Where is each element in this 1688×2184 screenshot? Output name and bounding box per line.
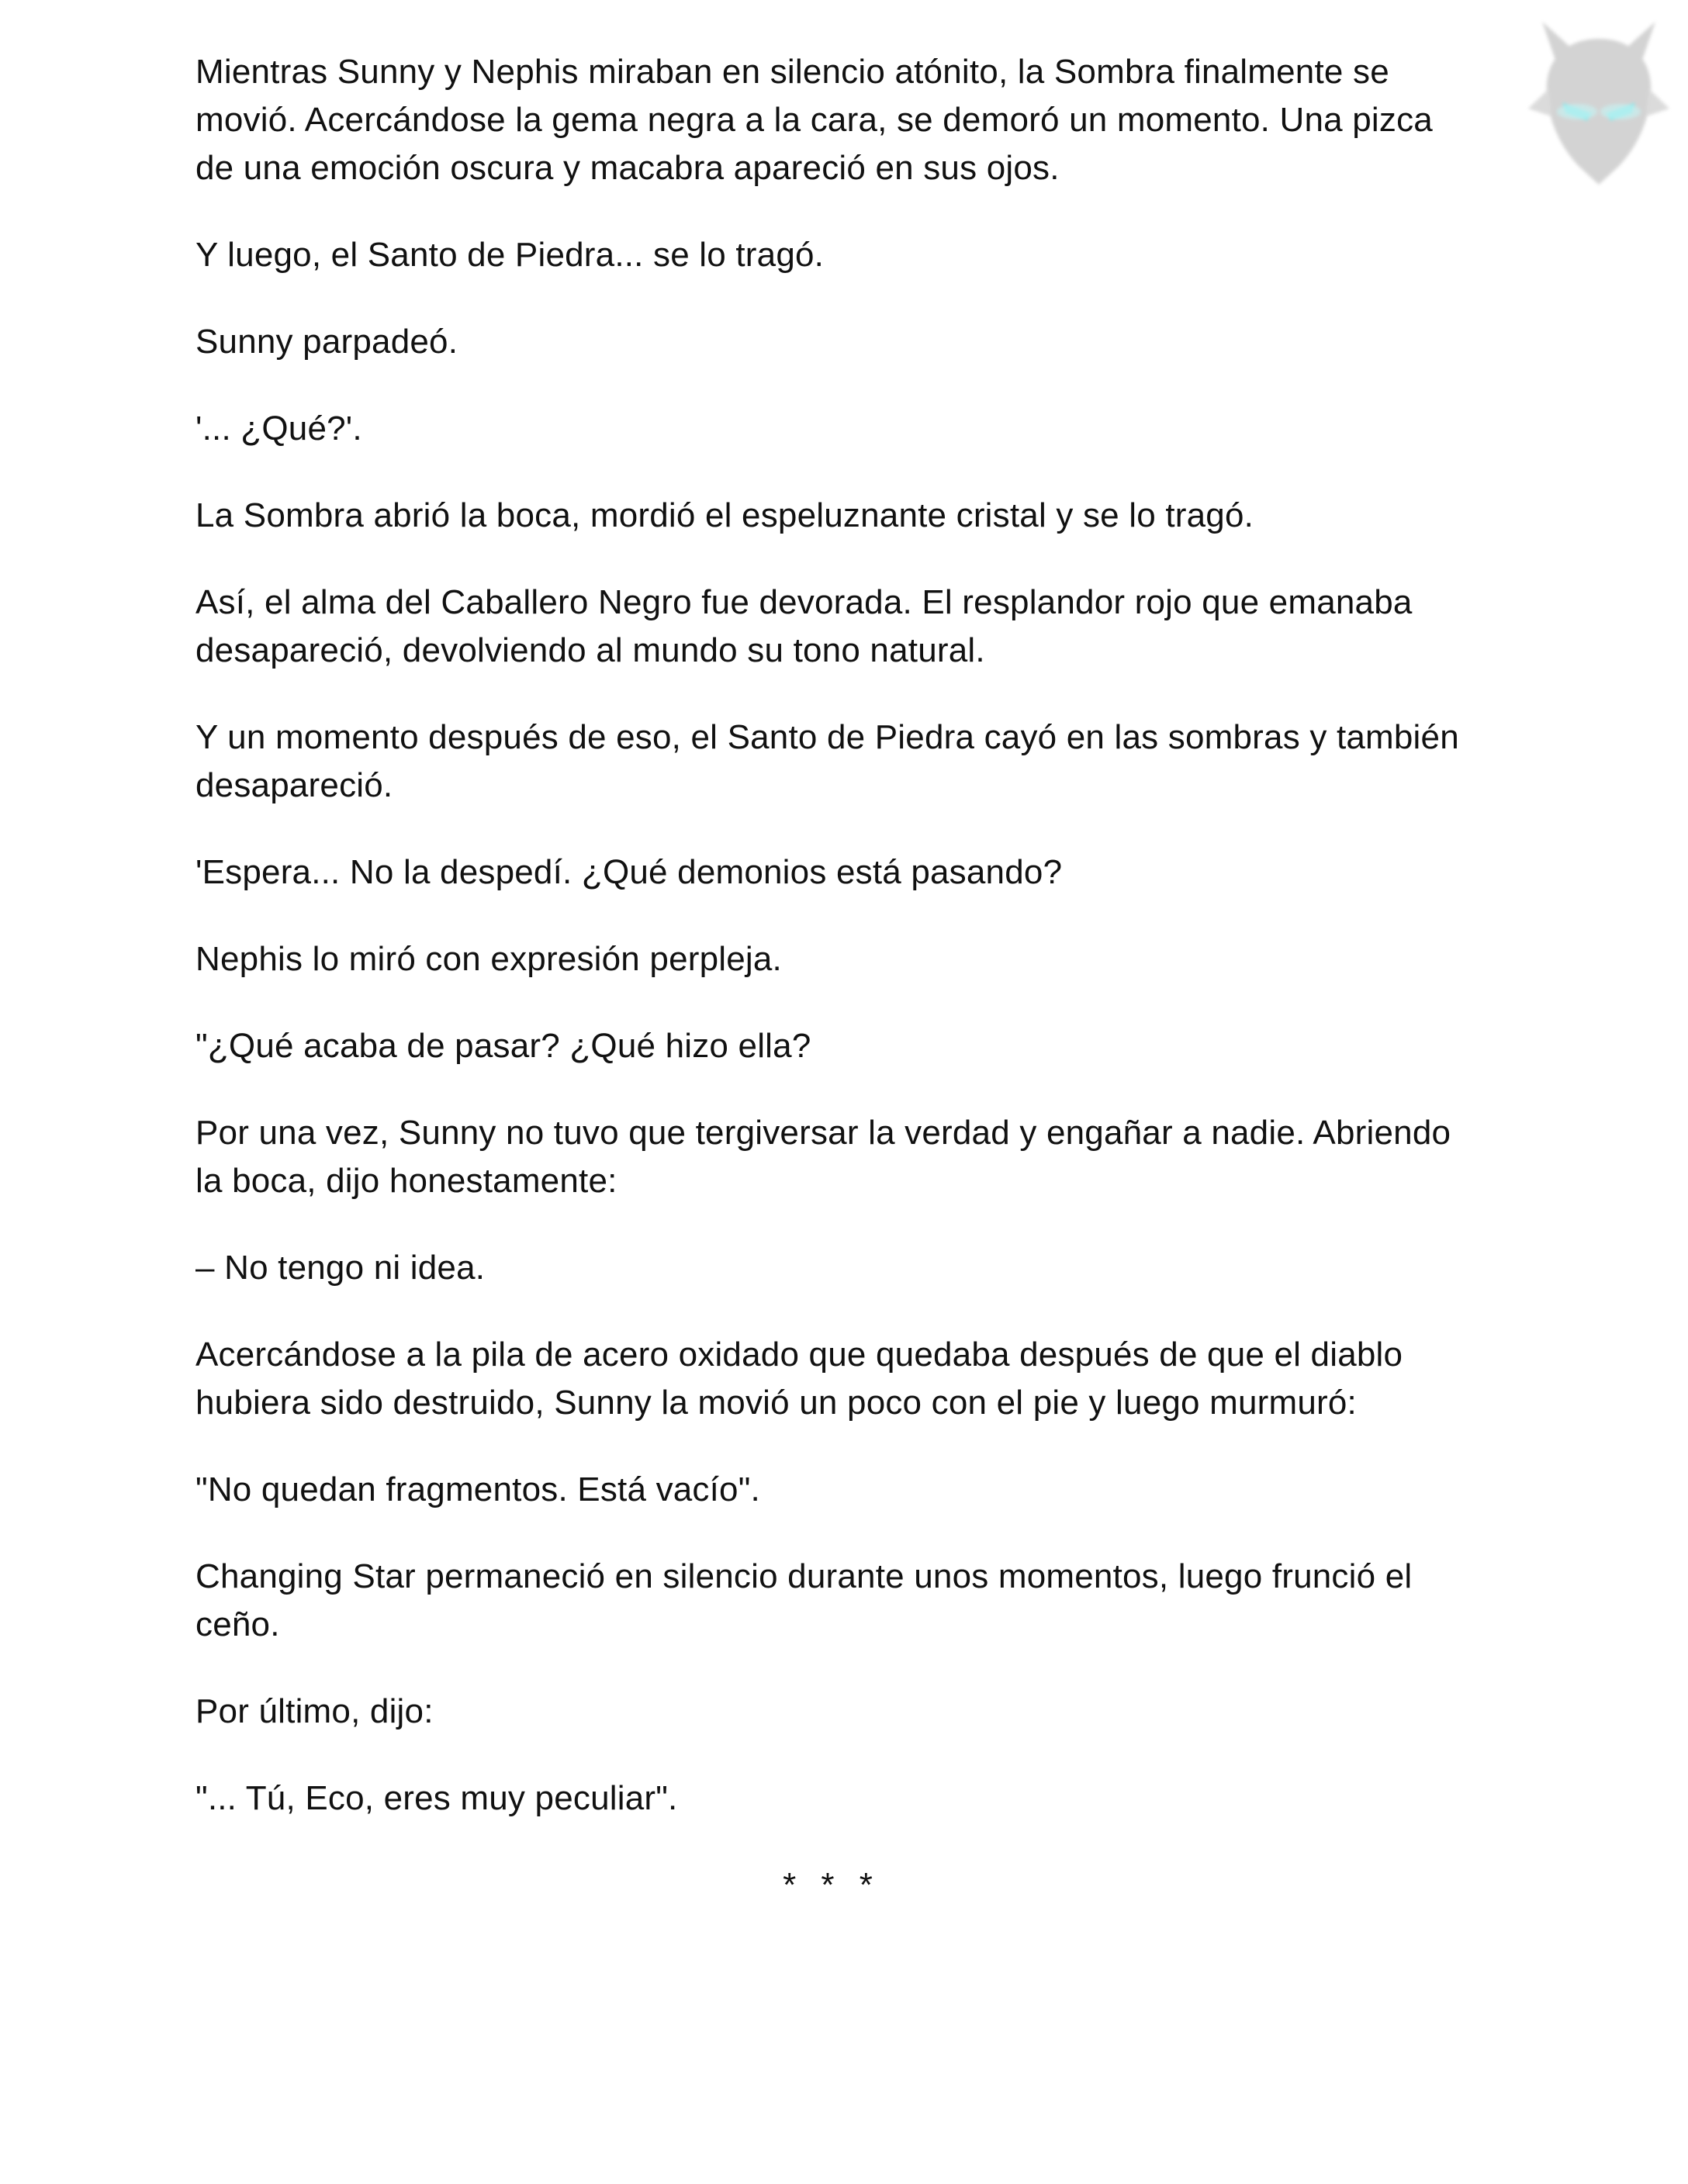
paragraph: Por una vez, Sunny no tuvo que tergiversar la verdad y engañar a nadie. Abriendo la boca, dijo honestamente: [195, 1114, 1451, 1200]
paragraph: Y luego, el Santo de Piedra... se lo tragó. [195, 236, 825, 274]
paragraph: La Sombra abrió la boca, mordió el espeluznante cristal y se lo tragó. [195, 496, 1254, 534]
paragraph: "¿Qué acaba de pasar? ¿Qué hizo ella? [195, 1027, 811, 1065]
paragraph: Changing Star permaneció en silencio durante unos momentos, luego frunció el ceño. [195, 1557, 1413, 1643]
paragraph: Y un momento después de eso, el Santo de Piedra cayó en las sombras y también desapareció. [195, 718, 1459, 804]
chapter-text [195, 48, 1468, 1909]
paragraph: Sunny parpadeó. [195, 323, 458, 361]
paragraph: Nephis lo miró con expresión perpleja. [195, 940, 782, 978]
paragraph: Por último, dijo: [195, 1692, 434, 1730]
paragraph: "... Tú, Eco, eres muy peculiar". [195, 1779, 678, 1817]
demon-head-logo-icon [1525, 16, 1672, 194]
paragraph: '... ¿Qué?'. [195, 410, 362, 448]
paragraph: "No quedan fragmentos. Está vacío". [195, 1470, 760, 1508]
paragraph: – No tengo ni idea. [195, 1249, 486, 1287]
paragraph: 'Espera... No la despedí. ¿Qué demonios está pasando? [195, 853, 1063, 891]
paragraph: Acercándose a la pila de acero oxidado que quedaba después de que el diablo hubiera sido destruido, Sunny la movió un poco con el pie y luego murmuró: [195, 1336, 1403, 1422]
paragraph: Mientras Sunny y Nephis miraban en silencio atónito, la Sombra finalmente se movió. Acercándose la gema negra a la cara, se demoró un momento. Una pizca de una emoción oscura y macabra apareció en sus ojos. [195, 53, 1433, 187]
paragraph: Así, el alma del Caballero Negro fue devorada. El resplandor rojo que emanaba desapareció, devolviendo al mundo su tono natural. [195, 583, 1413, 669]
section-separator: * * * [783, 1866, 880, 1904]
